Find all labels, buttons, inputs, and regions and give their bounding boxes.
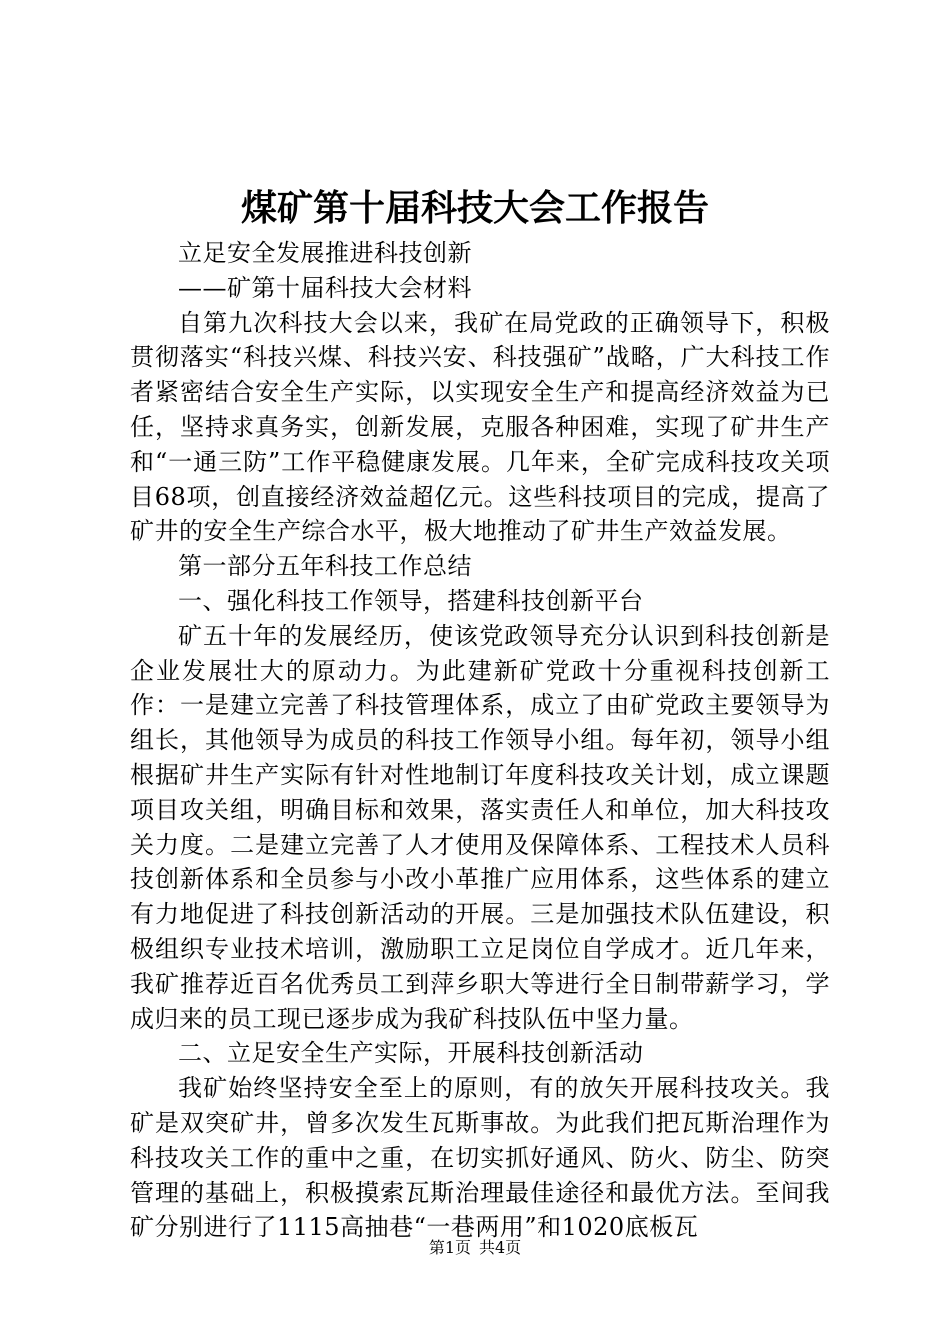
subtitle-material: ——矿第十届科技大会材料 <box>178 273 472 302</box>
document-body <box>130 236 830 1245</box>
page-number: 第1页 <box>428 1238 471 1257</box>
subsection-heading-1: 一、强化科技工作领导，搭建科技创新平台 <box>178 586 644 615</box>
subsection-heading-2: 二、立足安全生产实际，开展科技创新活动 <box>178 1039 644 1068</box>
subtitle: 立足安全发展推进科技创新 <box>178 239 472 267</box>
intro-paragraph: 自第九次科技大会以来，我矿在局党政的正确领导下，积极贯彻落实“科技兴煤、科技兴安、科技强矿”战略，广大科技工作者紧密结合安全生产实际，以实现安全生产和提高经济效益为已任，坚持求真务实，创新发展，克服各种困难，实现了矿井生产和“一通三防”工作平稳健康发展。几年来，全矿完成科技攻关项目68项，创直接经济效益超亿元。这些科技项目的完成，提高了矿井的安全生产综合水平，极大地推动了矿井生产效益发展。 <box>130 308 830 546</box>
page-footer <box>0 1236 950 1260</box>
page-total: 共4页 <box>479 1238 522 1257</box>
document-title: 煤矿第十届科技大会工作报告 <box>240 187 709 229</box>
paragraph-1: 矿五十年的发展经历，使该党政领导充分认识到科技创新是企业发展壮大的原动力。为此建新矿党政十分重视科技创新工作：一是建立完善了科技管理体系，成立了由矿党政主要领导为组长，其他领导为成员的科技工作领导小组。每年初，领导小组根据矿井生产实际有针对性地制订年度科技攻关计划，成立课题项目攻关组，明确目标和效果，落实责任人和单位，加大科技攻关力度。二是建立完善了人才使用及保障体系、工程技术人员科技创新体系和全员参与小改小革推广应用体系，这些体系的建立有力地促进了科技创新活动的开展。三是加强技术队伍建设，积极组织专业技术培训，激励职工立足岗位自学成才。近几年来，我矿推荐近百名优秀员工到萍乡职大等进行全日制带薪学习，学成归来的员工现已逐步成为我矿科技队伍中坚力量。 <box>130 621 830 1033</box>
paragraph-2: 我矿始终坚持安全至上的原则，有的放矢开展科技攻关。我矿是双突矿井，曾多次发生瓦斯事故。为此我们把瓦斯治理作为科技攻关工作的重中之重，在切实抓好通风、防火、防尘、防突管理的基础上，积极摸索瓦斯治理最佳途径和最优方法。至间我矿分别进行了1115高抽巷“一巷两用”和1020底板瓦 <box>130 1074 830 1242</box>
section-heading: 第一部分五年科技工作总结 <box>178 552 472 581</box>
